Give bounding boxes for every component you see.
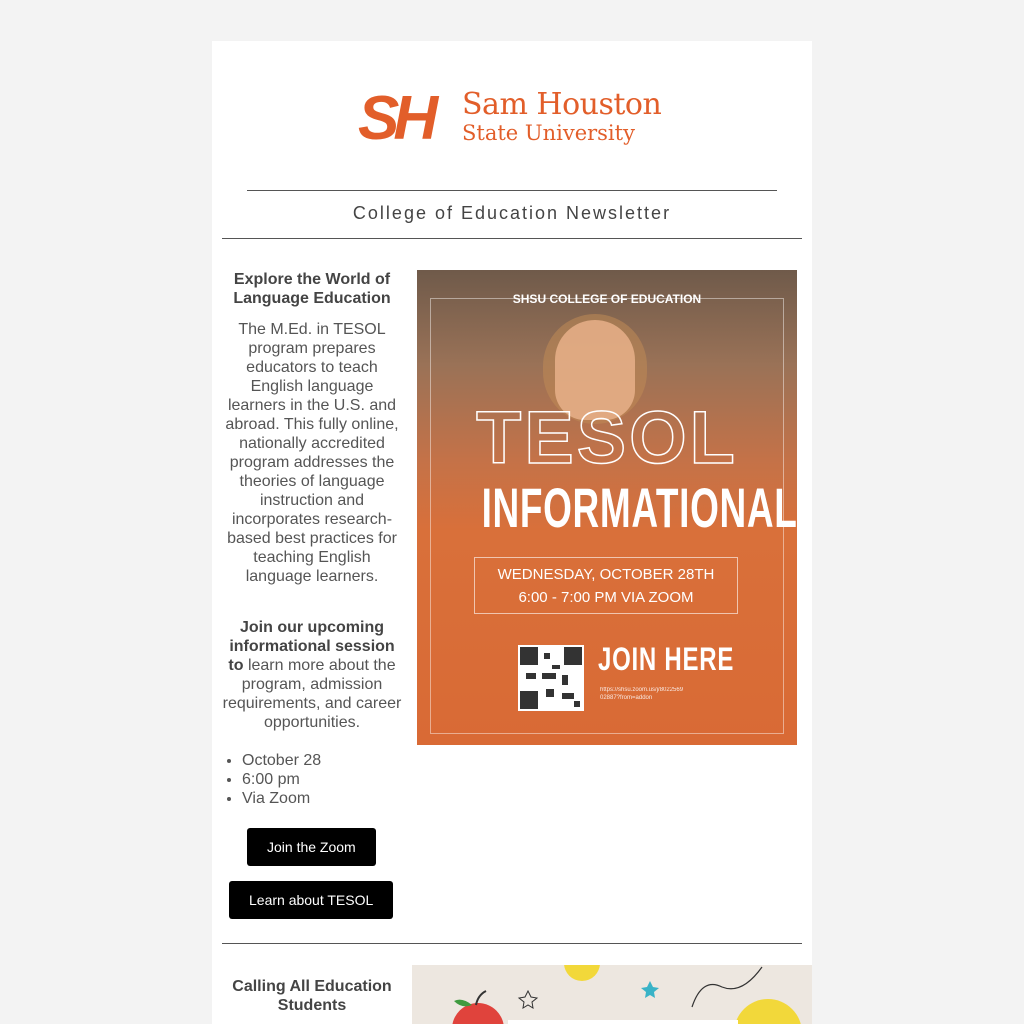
divider <box>222 943 802 944</box>
sh-logo-mark-icon <box>358 83 448 149</box>
poster-title-outline: TESOL <box>476 396 738 479</box>
divider <box>247 190 777 191</box>
section-heading: Calling All Education Students <box>232 978 392 1014</box>
list-item: • October 28 <box>242 751 402 770</box>
newsletter-title: College of Education Newsletter <box>352 203 672 223</box>
section-heading: Explore the World of Language Education <box>233 271 391 307</box>
poster-join-here: JOIN HERE <box>598 641 735 677</box>
qr-code-icon[interactable] <box>518 645 584 711</box>
list-item: • 6:00 pm <box>242 770 402 789</box>
divider <box>222 238 802 239</box>
learn-tesol-button[interactable]: Learn about TESOL <box>229 881 393 919</box>
newsletter-card <box>212 41 812 1024</box>
poster-top-label: SHSU COLLEGE OF EDUCATION <box>512 292 702 306</box>
tesol-poster-image[interactable] <box>417 270 797 745</box>
join-session-text <box>222 618 402 732</box>
svg-text:SH: SH <box>358 84 433 149</box>
logo-name-line1: Sam Houston <box>462 87 662 122</box>
list-item: • Via Zoom <box>242 789 402 808</box>
program-description: The M.Ed. in TESOL program prepares educators to teach English language learners in the U.S. and abroad. This fully online, nationally accredited program addresses the theories of language instruction and incorporates research-based best practices for teaching English language learners. <box>225 321 399 585</box>
join-rest-text: learn more about the program, admission requirements, and career opportunities. <box>222 657 402 731</box>
shsu-logo[interactable] <box>358 83 672 149</box>
decorative-illustration-icon <box>412 965 812 1024</box>
join-bold-text: Join our upcoming informational session to <box>228 619 395 674</box>
logo-name-line2: State University <box>462 121 635 145</box>
poster-date: WEDNESDAY, OCTOBER 28TH <box>497 566 715 583</box>
poster-time: 6:00 - 7:00 PM VIA ZOOM <box>518 589 694 606</box>
illustration-image <box>412 965 812 1024</box>
event-details-list <box>222 751 402 808</box>
poster-url: https://shsu.zoom.us/j/8022569 02887?from=addon <box>600 687 684 701</box>
tesol-text-column <box>222 270 402 808</box>
join-zoom-button[interactable]: Join the Zoom <box>247 828 376 866</box>
poster-date-box <box>474 557 738 614</box>
poster-title-bold: INFORMATIONAL <box>481 476 797 539</box>
